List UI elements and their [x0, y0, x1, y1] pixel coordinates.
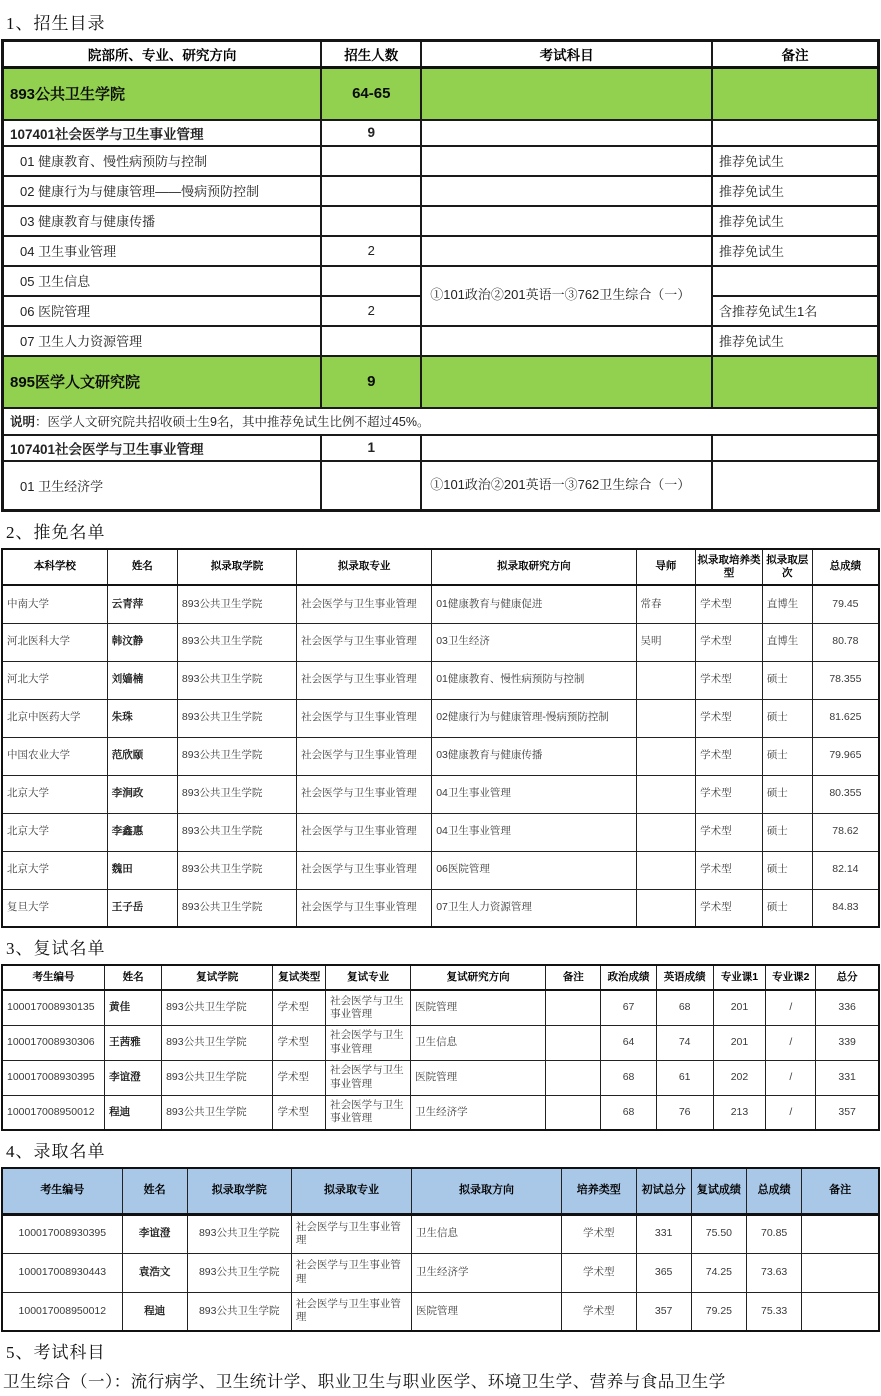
table-cell: 73.63 — [747, 1253, 802, 1292]
table-cell: 331 — [636, 1214, 691, 1253]
table-row — [2, 813, 879, 851]
dept-quota-cell: 9 — [321, 356, 421, 408]
table-cell: 76 — [656, 1095, 713, 1130]
column-header: 专业课2 — [766, 965, 816, 990]
table-cell: 100017008930395 — [2, 1060, 105, 1095]
column-header: 考生编号 — [2, 965, 105, 990]
column-header: 总成绩 — [812, 549, 879, 585]
table-row — [2, 775, 879, 813]
table-cell: 魏田 — [107, 851, 177, 889]
table-cell: 社会医学与卫生事业管理 — [326, 1060, 411, 1095]
section-3-heading: 3、复试名单 — [6, 939, 106, 958]
table-cell: 医院管理 — [411, 1060, 546, 1095]
table-cell: 201 — [713, 1025, 766, 1060]
table-cell: 直博生 — [762, 585, 812, 623]
table-cell — [636, 775, 696, 813]
column-header: 英语成绩 — [656, 965, 713, 990]
table-cell: 100017008930395 — [2, 1214, 122, 1253]
direction-exam-cell-merged: ①101政治②201英语一③762卫生综合（一） — [421, 266, 712, 326]
column-header: 拟录取层次 — [762, 549, 812, 585]
column-header: 拟录取方向 — [412, 1168, 562, 1214]
column-header: 本科学校 — [2, 549, 107, 585]
table-cell: 硕士 — [762, 889, 812, 927]
table-row — [2, 889, 879, 927]
column-header: 培养类型 — [561, 1168, 636, 1214]
table-cell: 893公共卫生学院 — [187, 1292, 291, 1331]
table-cell: 社会医学与卫生事业管理 — [297, 585, 432, 623]
column-header: 备注 — [802, 1168, 879, 1214]
direction-exam-cell — [421, 236, 712, 266]
table-cell: 79.45 — [812, 585, 879, 623]
table-cell: 学术型 — [561, 1253, 636, 1292]
major-row-107401-893 — [3, 120, 879, 146]
table-cell: 74 — [656, 1025, 713, 1060]
table-cell: 学术型 — [273, 1025, 326, 1060]
table-row — [2, 1060, 879, 1095]
column-header: 考试科目 — [421, 41, 712, 68]
table-cell: 04卫生事业管理 — [432, 775, 636, 813]
table-cell: 893公共卫生学院 — [177, 585, 296, 623]
table-cell: 79.965 — [812, 737, 879, 775]
column-header: 备注 — [546, 965, 601, 990]
table-cell: 893公共卫生学院 — [177, 661, 296, 699]
table-cell — [802, 1253, 879, 1292]
catalog-header-row — [3, 41, 879, 68]
table-cell: 社会医学与卫生事业管理 — [297, 661, 432, 699]
column-header: 复试成绩 — [691, 1168, 746, 1214]
table-cell: / — [766, 990, 816, 1025]
column-header: 拟录取学院 — [177, 549, 296, 585]
table-cell: 75.50 — [691, 1214, 746, 1253]
direction-row — [3, 236, 879, 266]
section-4-heading: 4、录取名单 — [6, 1142, 106, 1161]
dept-quota-cell: 64-65 — [321, 68, 421, 120]
table-cell: 学术型 — [696, 851, 763, 889]
column-header: 总分 — [816, 965, 879, 990]
direction-name-cell: 01 卫生经济学 — [3, 461, 322, 511]
direction-quota-cell — [321, 146, 421, 176]
column-header: 复试研究方向 — [411, 965, 546, 990]
table-cell: 01健康教育、慢性病预防与控制 — [432, 661, 636, 699]
direction-quota-cell — [321, 266, 421, 296]
catalog-table — [1, 39, 880, 512]
table-cell: 893公共卫生学院 — [177, 813, 296, 851]
column-header: 拟录取专业 — [291, 1168, 411, 1214]
table-row — [2, 699, 879, 737]
table-cell: 社会医学与卫生事业管理 — [297, 623, 432, 661]
table-cell: 北京大学 — [2, 775, 107, 813]
direction-exam-cell — [421, 146, 712, 176]
table-cell: 王子岳 — [107, 889, 177, 927]
table-row — [2, 585, 879, 623]
major-name-cell: 107401社会医学与卫生事业管理 — [3, 120, 322, 146]
table-cell: 331 — [816, 1060, 879, 1095]
direction-row — [3, 206, 879, 236]
table-cell: 社会医学与卫生事业管理 — [297, 775, 432, 813]
direction-row — [3, 266, 879, 296]
table-row — [2, 623, 879, 661]
column-header: 专业课1 — [713, 965, 766, 990]
table-cell: 202 — [713, 1060, 766, 1095]
table-cell: 袁浩文 — [122, 1253, 187, 1292]
table-cell: 学术型 — [561, 1292, 636, 1331]
table-cell: 80.78 — [812, 623, 879, 661]
table-cell: 336 — [816, 990, 879, 1025]
table-cell: 社会医学与卫生事业管理 — [326, 1025, 411, 1060]
table-cell: 学术型 — [696, 813, 763, 851]
table-cell — [636, 661, 696, 699]
major-exam-cell — [421, 435, 712, 461]
table-cell: 893公共卫生学院 — [162, 990, 273, 1025]
table-cell: 100017008930443 — [2, 1253, 122, 1292]
table-cell: 893公共卫生学院 — [177, 889, 296, 927]
dept-name-cell: 893公共卫生学院 — [3, 68, 322, 120]
major-note-cell — [712, 435, 878, 461]
section-1-heading: 1、招生目录 — [6, 14, 106, 33]
table-cell: 61 — [656, 1060, 713, 1095]
table-cell: 吴明 — [636, 623, 696, 661]
table-cell: 医院管理 — [412, 1292, 562, 1331]
table-cell: 893公共卫生学院 — [177, 699, 296, 737]
column-header: 院部所、专业、研究方向 — [3, 41, 322, 68]
table-cell: 中国农业大学 — [2, 737, 107, 775]
table-cell: 893公共卫生学院 — [162, 1025, 273, 1060]
column-header: 拟录取培养类型 — [696, 549, 763, 585]
direction-note-cell — [712, 461, 878, 511]
direction-row — [3, 326, 879, 356]
table-cell: 社会医学与卫生事业管理 — [291, 1214, 411, 1253]
direction-note-cell: 推荐免试生 — [712, 206, 878, 236]
column-header: 总成绩 — [747, 1168, 802, 1214]
table-cell: 韩汶静 — [107, 623, 177, 661]
table-cell: 893公共卫生学院 — [187, 1214, 291, 1253]
header-row — [2, 549, 879, 585]
table-cell: 339 — [816, 1025, 879, 1060]
direction-note-cell: 推荐免试生 — [712, 146, 878, 176]
table-cell: 893公共卫生学院 — [177, 851, 296, 889]
direction-name-cell: 07 卫生人力资源管理 — [3, 326, 322, 356]
column-header: 复试专业 — [326, 965, 411, 990]
table-row — [2, 737, 879, 775]
table-cell: 学术型 — [696, 585, 763, 623]
table-cell: 893公共卫生学院 — [162, 1095, 273, 1130]
table-cell — [636, 699, 696, 737]
luqu-table — [1, 1167, 880, 1332]
column-header: 政治成绩 — [601, 965, 656, 990]
table-cell: 03健康教育与健康传播 — [432, 737, 636, 775]
table-cell: 67 — [601, 990, 656, 1025]
table-cell: 硕士 — [762, 851, 812, 889]
table-cell: 75.33 — [747, 1292, 802, 1331]
table-cell: 卫生信息 — [411, 1025, 546, 1060]
table-cell: 复旦大学 — [2, 889, 107, 927]
column-header: 拟录取专业 — [297, 549, 432, 585]
direction-quota-cell — [321, 206, 421, 236]
table-cell: 04卫生事业管理 — [432, 813, 636, 851]
table-cell: 78.62 — [812, 813, 879, 851]
table-cell: 刘嫱楠 — [107, 661, 177, 699]
section-2-heading: 2、推免名单 — [6, 523, 106, 542]
table-cell: 68 — [601, 1095, 656, 1130]
section-5-heading: 5、考试科目 — [6, 1343, 106, 1362]
major-name-cell: 107401社会医学与卫生事业管理 — [3, 435, 322, 461]
direction-name-cell: 04 卫生事业管理 — [3, 236, 322, 266]
table-cell — [636, 737, 696, 775]
table-cell: 学术型 — [696, 737, 763, 775]
table-cell: 范欣颐 — [107, 737, 177, 775]
table-cell: 357 — [816, 1095, 879, 1130]
table-cell: 李谊澄 — [105, 1060, 162, 1095]
table-cell: 程迪 — [105, 1095, 162, 1130]
table-cell: 893公共卫生学院 — [162, 1060, 273, 1095]
column-header: 姓名 — [105, 965, 162, 990]
table-cell: 201 — [713, 990, 766, 1025]
table-row — [2, 661, 879, 699]
table-row — [2, 1253, 879, 1292]
table-cell: 100017008930306 — [2, 1025, 105, 1060]
table-cell: 100017008930135 — [2, 990, 105, 1025]
table-cell — [546, 1025, 601, 1060]
table-cell: 硕士 — [762, 775, 812, 813]
header-row — [2, 1168, 879, 1214]
direction-name-cell: 05 卫生信息 — [3, 266, 322, 296]
dept-note-cell — [712, 68, 878, 120]
table-cell: 100017008950012 — [2, 1095, 105, 1130]
table-cell: 学术型 — [696, 699, 763, 737]
table-cell: 365 — [636, 1253, 691, 1292]
dept-note-text-cell — [3, 408, 879, 435]
table-cell: 直博生 — [762, 623, 812, 661]
table-cell: 81.625 — [812, 699, 879, 737]
table-cell — [636, 813, 696, 851]
table-cell: 78.355 — [812, 661, 879, 699]
table-cell: 学术型 — [696, 775, 763, 813]
table-cell: 70.85 — [747, 1214, 802, 1253]
major-row-107401-895 — [3, 435, 879, 461]
major-quota-cell: 1 — [321, 435, 421, 461]
table-row — [2, 1025, 879, 1060]
direction-note-cell: 推荐免试生 — [712, 176, 878, 206]
table-cell: 84.83 — [812, 889, 879, 927]
table-cell — [636, 889, 696, 927]
direction-exam-cell: ①101政治②201英语一③762卫生综合（一） — [421, 461, 712, 511]
table-cell: 中南大学 — [2, 585, 107, 623]
table-row — [2, 1292, 879, 1331]
column-header: 拟录取学院 — [187, 1168, 291, 1214]
direction-name-cell: 06 医院管理 — [3, 296, 322, 326]
table-cell: 80.355 — [812, 775, 879, 813]
dept-row-895 — [3, 356, 879, 408]
header-row — [2, 965, 879, 990]
column-header: 姓名 — [122, 1168, 187, 1214]
table-cell: 医院管理 — [411, 990, 546, 1025]
direction-note-cell: 推荐免试生 — [712, 326, 878, 356]
table-cell: 学术型 — [273, 1060, 326, 1095]
table-cell: 云青萍 — [107, 585, 177, 623]
major-quota-cell: 9 — [321, 120, 421, 146]
direction-note-cell: 推荐免试生 — [712, 236, 878, 266]
direction-quota-cell — [321, 326, 421, 356]
table-cell: 74.25 — [691, 1253, 746, 1292]
column-header: 导师 — [636, 549, 696, 585]
direction-exam-cell — [421, 176, 712, 206]
table-cell: 07卫生人力资源管理 — [432, 889, 636, 927]
table-cell: 68 — [601, 1060, 656, 1095]
table-cell: 北京中医药大学 — [2, 699, 107, 737]
table-cell: 李鑫惠 — [107, 813, 177, 851]
direction-quota-cell: 2 — [321, 296, 421, 326]
table-cell: 213 — [713, 1095, 766, 1130]
table-row — [2, 851, 879, 889]
table-cell: 北京大学 — [2, 851, 107, 889]
major-exam-cell — [421, 120, 712, 146]
table-cell: 社会医学与卫生事业管理 — [297, 889, 432, 927]
exam-subjects-text: 卫生综合（一）：流行病学、卫生统计学、职业卫生与职业医学、环境卫生学、营养与食品卫生学 — [3, 1372, 726, 1391]
table-cell: 学术型 — [696, 661, 763, 699]
table-cell: 王茜雅 — [105, 1025, 162, 1060]
table-cell — [802, 1292, 879, 1331]
direction-row — [3, 146, 879, 176]
direction-row — [3, 461, 879, 511]
table-cell: 学术型 — [273, 1095, 326, 1130]
table-cell: 学术型 — [561, 1214, 636, 1253]
table-cell: 硕士 — [762, 737, 812, 775]
table-cell: 硕士 — [762, 661, 812, 699]
direction-name-cell: 01 健康教育、慢性病预防与控制 — [3, 146, 322, 176]
table-cell: 893公共卫生学院 — [177, 737, 296, 775]
table-cell: 卫生信息 — [412, 1214, 562, 1253]
column-header: 考生编号 — [2, 1168, 122, 1214]
column-header: 备注 — [712, 41, 878, 68]
table-cell: 卫生经济学 — [411, 1095, 546, 1130]
table-cell: 河北医科大学 — [2, 623, 107, 661]
dept-exam-cell — [421, 68, 712, 120]
table-cell: 学术型 — [696, 889, 763, 927]
table-cell: 01健康教育与健康促进 — [432, 585, 636, 623]
table-cell: 82.14 — [812, 851, 879, 889]
table-cell: 常春 — [636, 585, 696, 623]
table-cell: 社会医学与卫生事业管理 — [297, 737, 432, 775]
table-cell: 03卫生经济 — [432, 623, 636, 661]
direction-quota-cell — [321, 461, 421, 511]
column-header: 复试学院 — [162, 965, 273, 990]
table-cell: 卫生经济学 — [412, 1253, 562, 1292]
table-cell: 893公共卫生学院 — [177, 775, 296, 813]
table-cell: 硕士 — [762, 813, 812, 851]
table-cell: 社会医学与卫生事业管理 — [291, 1292, 411, 1331]
table-cell: 河北大学 — [2, 661, 107, 699]
table-cell: 学术型 — [696, 623, 763, 661]
table-cell: 社会医学与卫生事业管理 — [297, 813, 432, 851]
table-cell: 社会医学与卫生事业管理 — [297, 851, 432, 889]
direction-name-cell: 02 健康行为与健康管理——慢病预防控制 — [3, 176, 322, 206]
column-header: 招生人数 — [321, 41, 421, 68]
table-cell: 64 — [601, 1025, 656, 1060]
table-cell: / — [766, 1025, 816, 1060]
table-cell — [546, 1095, 601, 1130]
table-cell: 68 — [656, 990, 713, 1025]
table-cell: 李涧政 — [107, 775, 177, 813]
fushi-table — [1, 964, 880, 1131]
table-cell: 357 — [636, 1292, 691, 1331]
dept-895-note-row — [3, 408, 879, 435]
table-cell: 朱珠 — [107, 699, 177, 737]
note-text: ：医学人文研究院共招收硕士生9名，其中推荐免试生比例不超过45%。 — [35, 415, 430, 429]
table-cell: 社会医学与卫生事业管理 — [326, 990, 411, 1025]
table-cell: 100017008950012 — [2, 1292, 122, 1331]
direction-row — [3, 176, 879, 206]
column-header: 初试总分 — [636, 1168, 691, 1214]
direction-quota-cell: 2 — [321, 236, 421, 266]
direction-exam-cell — [421, 326, 712, 356]
direction-name-cell: 03 健康教育与健康传播 — [3, 206, 322, 236]
table-cell: 黄佳 — [105, 990, 162, 1025]
column-header: 复试类型 — [273, 965, 326, 990]
major-note-cell — [712, 120, 878, 146]
table-cell: 02健康行为与健康管理-慢病预防控制 — [432, 699, 636, 737]
table-cell — [802, 1214, 879, 1253]
table-cell: 学术型 — [273, 990, 326, 1025]
table-row — [2, 1095, 879, 1130]
direction-quota-cell — [321, 176, 421, 206]
table-cell: 硕士 — [762, 699, 812, 737]
table-cell: 893公共卫生学院 — [187, 1253, 291, 1292]
table-cell: 893公共卫生学院 — [177, 623, 296, 661]
table-cell: 李谊澄 — [122, 1214, 187, 1253]
table-row — [2, 1214, 879, 1253]
table-cell — [546, 1060, 601, 1095]
table-cell: 程迪 — [122, 1292, 187, 1331]
table-cell: 北京大学 — [2, 813, 107, 851]
direction-note-cell: 含推荐免试生1名 — [712, 296, 878, 326]
table-cell: / — [766, 1060, 816, 1095]
table-cell — [636, 851, 696, 889]
table-cell: / — [766, 1095, 816, 1130]
table-cell: 06医院管理 — [432, 851, 636, 889]
dept-exam-cell — [421, 356, 712, 408]
dept-row-893 — [3, 68, 879, 120]
table-cell: 79.25 — [691, 1292, 746, 1331]
table-cell: 社会医学与卫生事业管理 — [326, 1095, 411, 1130]
dept-name-cell: 895医学人文研究院 — [3, 356, 322, 408]
dept-note-cell — [712, 356, 878, 408]
column-header: 姓名 — [107, 549, 177, 585]
direction-note-cell — [712, 266, 878, 296]
tuimian-table — [1, 548, 880, 928]
column-header: 拟录取研究方向 — [432, 549, 636, 585]
note-label: 说明 — [10, 415, 36, 429]
table-cell: 社会医学与卫生事业管理 — [297, 699, 432, 737]
direction-exam-cell — [421, 206, 712, 236]
table-cell: 社会医学与卫生事业管理 — [291, 1253, 411, 1292]
table-row — [2, 990, 879, 1025]
table-cell — [546, 990, 601, 1025]
